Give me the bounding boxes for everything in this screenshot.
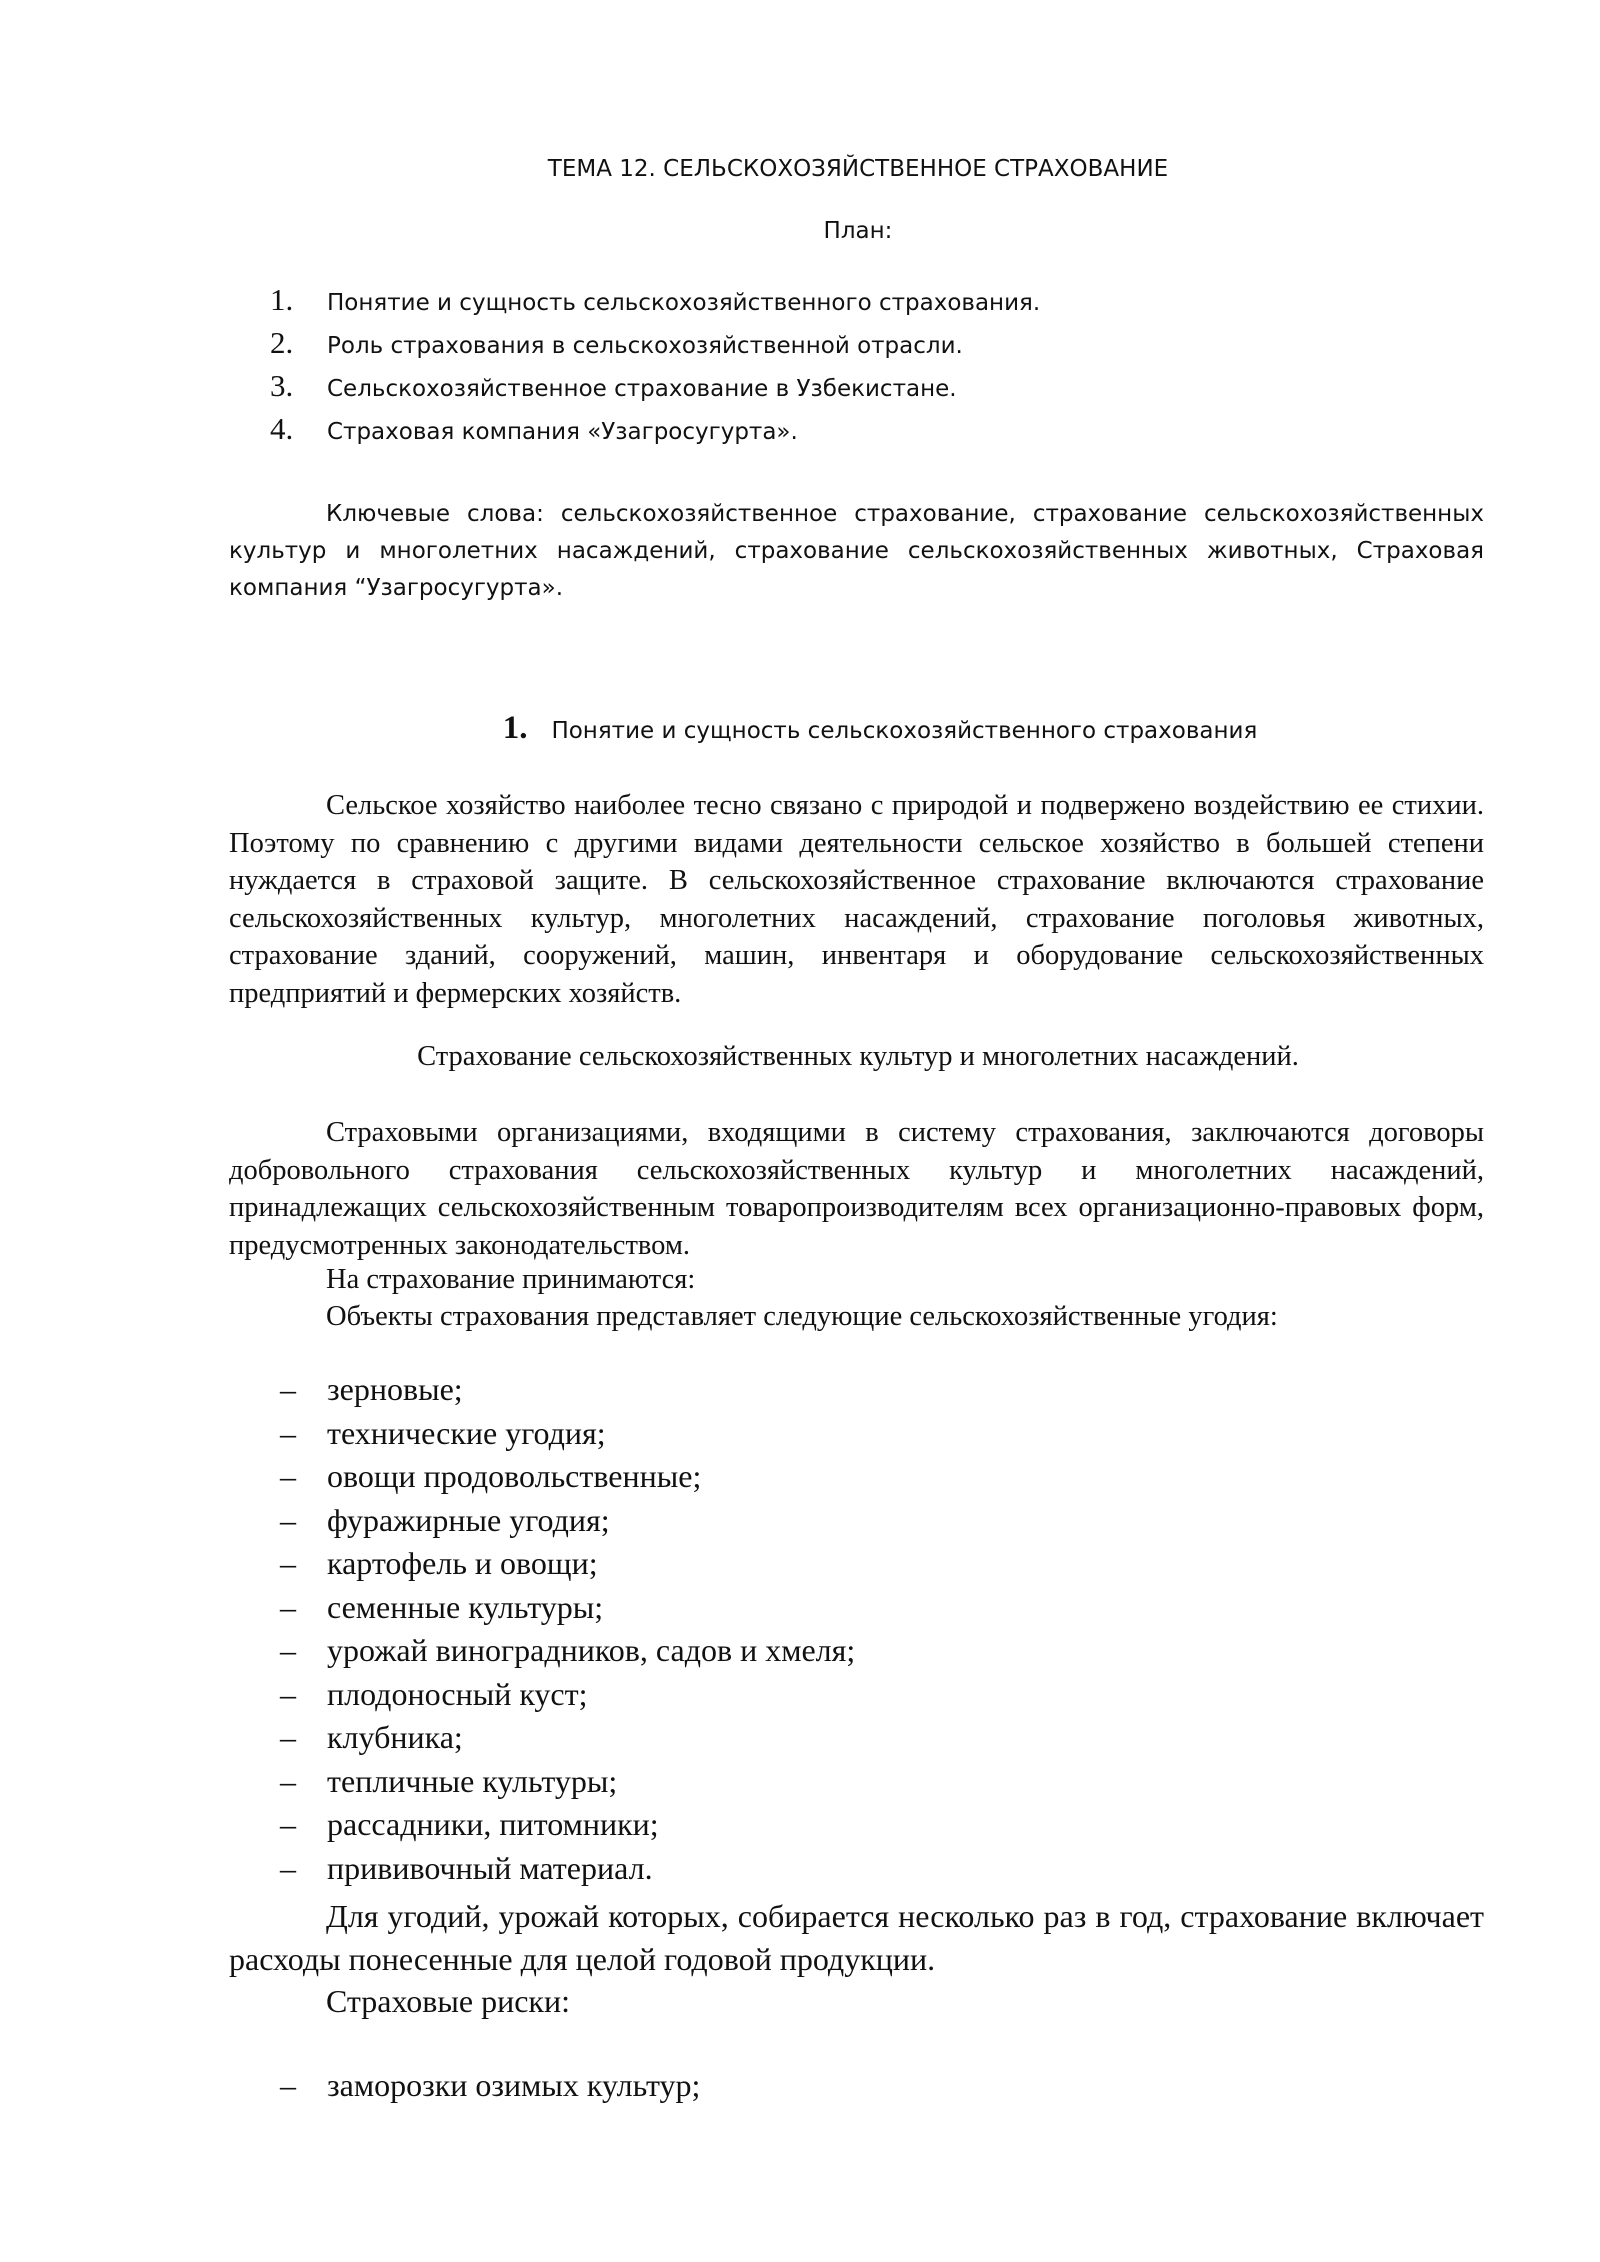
section-heading: [0, 710, 1600, 747]
list-item: [280, 1415, 1280, 1459]
dash-bullet: –: [280, 1806, 296, 1842]
list-item-text: зерновые;: [327, 1371, 463, 1407]
list-item-text: клубника;: [327, 1719, 463, 1755]
section-title: Понятие и сущность сельскохозяйственного страхования: [551, 718, 1258, 744]
plan-item-text: Роль страхования в сельскохозяйственной отрасли.: [327, 333, 963, 359]
plan-item-text: Сельскохозяйственное страхование в Узбекистане.: [327, 376, 957, 402]
section-number: 1.: [502, 710, 528, 746]
body-paragraph: Для угодий, урожай которых, собирается несколько раз в год, страхование включает расходы понесенные для целой годовой продукции.: [229, 1898, 1484, 1977]
list-item: [280, 1763, 1280, 1807]
plan-list: [270, 282, 1270, 454]
dash-bullet: –: [280, 1501, 296, 1538]
dash-bullet: –: [280, 2067, 296, 2103]
list-item: [280, 2067, 1280, 2111]
list-item: [280, 1458, 1280, 1502]
list-item: [280, 1719, 1280, 1763]
plan-item: [270, 282, 1270, 325]
list-item: [280, 1589, 1280, 1633]
dash-bullet: –: [280, 1458, 296, 1494]
list-item: [280, 1806, 1280, 1850]
list-item: [280, 1676, 1280, 1720]
dash-bullet: –: [280, 1719, 296, 1755]
plan-item-number: 4.: [270, 411, 294, 446]
objects-list: [280, 1371, 1280, 1893]
objects-line: Объекты страхования представляет следующие сельскохозяйственные угодия:: [326, 1301, 1278, 1332]
list-item: [280, 1502, 1280, 1546]
plan-item-text: Страховая компания «Узагросугурта».: [327, 419, 798, 445]
plan-label: План:: [823, 218, 893, 244]
list-item-text: технические угодия;: [327, 1414, 606, 1451]
plan-item-text: Понятие и сущность сельскохозяйственного страхования.: [327, 290, 1041, 316]
list-item-text: рассадники, питомники;: [327, 1806, 659, 1842]
plan-item: [270, 411, 1270, 454]
list-item: [280, 1545, 1280, 1589]
body-paragraph: Сельское хозяйство наиболее тесно связано с природой и подвержено воздействию ее стихии. Поэтому по сравнению с другими видами деятельности сельское хозяйство в большей степени нуждается в страховой защите. В сельскохозяйственное страхование включаются страхование сельскохозяйственных культур, многолетних насаждений, страхование поголовья животных, страхование зданий, сооружений, машин, инвентаря и оборудование сельскохозяйственных предприятий и фермерских хозяйств.: [229, 790, 1484, 1009]
page-title: ТЕМА 12. СЕЛЬСКОХОЗЯЙСТВЕННОЕ СТРАХОВАНИЕ: [547, 156, 1169, 182]
list-item-text: овощи продовольственные;: [327, 1458, 702, 1494]
dash-bullet: –: [280, 1371, 296, 1407]
list-item-text: картофель и овощи;: [327, 1545, 598, 1581]
dash-bullet: –: [280, 1632, 296, 1668]
list-item-text: заморозки озимых культур;: [327, 2067, 701, 2103]
list-item-text: плодоносный куст;: [327, 1675, 588, 1712]
plan-item: [270, 325, 1270, 368]
plan-item-number: 3.: [270, 368, 294, 403]
list-item: [280, 1371, 1280, 1415]
list-item-text: фуражирные угодия;: [327, 1501, 610, 1538]
dash-bullet: –: [280, 1414, 296, 1451]
risks-list: [280, 2067, 1280, 2111]
risks-label: Страховые риски:: [326, 1983, 570, 2019]
body-paragraph: Страховыми организациями, входящими в систему страхования, заключаются договоры добровольного страхования сельскохозяйственных культур и многолетних насаждений, принадлежащих сельскохозяйственным товаропроизводителям всех организационно-правовых форм, предусмотренных законодательством.: [229, 1117, 1484, 1261]
plan-item: [270, 368, 1270, 411]
dash-bullet: –: [280, 1675, 296, 1712]
list-item: [280, 1850, 1280, 1894]
list-item-text: урожай виноградников, садов и хмеля;: [327, 1632, 856, 1668]
plan-item-number: 2.: [270, 325, 294, 360]
accepted-line: На страхование принимаются:: [326, 1264, 696, 1295]
keywords-paragraph: Ключевые слова: сельскохозяйственное страхование, страхование сельскохозяйственных культур и многолетних насаждений, страхование сельскохозяйственных животных, Страховая компания “Узагросугурта».: [229, 501, 1484, 601]
list-item: [280, 1632, 1280, 1676]
dash-bullet: –: [280, 1588, 296, 1625]
dash-bullet: –: [280, 1545, 296, 1581]
dash-bullet: –: [280, 1849, 296, 1886]
list-item-text: семенные культуры;: [327, 1588, 604, 1625]
plan-item-number: 1.: [270, 282, 294, 317]
dash-bullet: –: [280, 1762, 296, 1799]
subheading: Страхование сельскохозяйственных культур и многолетних насаждений.: [417, 1041, 1299, 1072]
list-item-text: прививочный материал.: [327, 1849, 653, 1886]
list-item-text: тепличные культуры;: [327, 1762, 618, 1799]
